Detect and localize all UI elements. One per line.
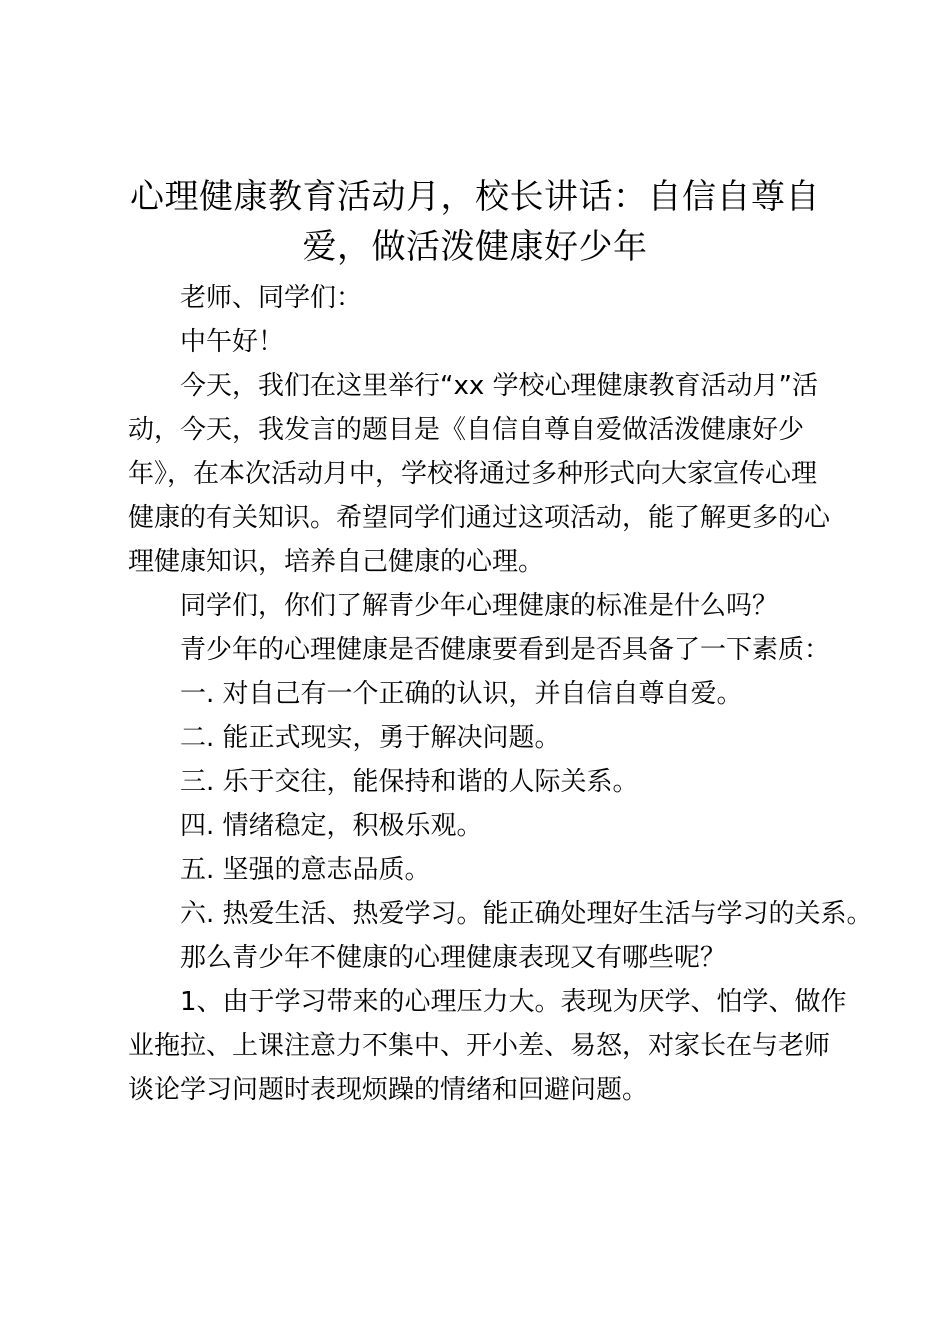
title-line-2: 爱，做活泼健康好少年 [302,227,648,267]
paragraph-hello [128,320,848,364]
paragraph-line: 1、由于学习带来的心理压力大。表现为厌学、怕学、做作 [180,987,847,1017]
paragraph-line: 健康的有关知识。希望同学们通过这项活动，能了解更多的心 [128,503,831,533]
paragraph-line: 四. 情绪稳定，积极乐观。 [180,811,483,841]
paragraph-line: 五. 坚强的意志品质。 [180,855,431,885]
list-item-1 [128,672,848,716]
paragraph-line: 理健康知识，培养自己健康的心理。 [128,547,545,577]
paragraph-line: 一. 对自己有一个正确的认识，并自信自尊自爱。 [180,679,743,709]
paragraph-line: 青少年的心理健康是否健康要看到是否具备了一下素质： [180,635,831,665]
paragraph-line: 二. 能正式现实，勇于解决问题。 [180,723,561,753]
list-item-2 [128,716,848,760]
paragraph-line: 那么青少年不健康的心理健康表现又有哪些呢？ [180,943,727,973]
paragraph-line: 谈论学习问题时表现烦躁的情绪和回避问题。 [128,1075,649,1105]
list-item-4 [128,804,848,848]
paragraph-greeting [128,276,848,320]
paragraph-line: 中午好！ [180,327,285,357]
paragraph-unhealthy-question [128,936,848,980]
paragraph-question [128,584,848,628]
paragraph-criteria-intro [128,628,848,672]
paragraph-line: 六. 热爱生活、热爱学习。能正确处理好生活与学习的关系。 [180,899,873,929]
paragraph-line: 年》，在本次活动月中，学校将通过多种形式向大家宣传心理 [128,459,818,489]
paragraph-line: 老师、同学们： [180,283,363,313]
paragraph-line: 三. 乐于交往，能保持和谐的人际关系。 [180,767,639,797]
list-item-6 [128,892,873,936]
title-line-1: 心理健康教育活动月，校长讲话：自信自尊自 [130,177,820,217]
paragraph-line: 动，今天，我发言的题目是《自信自尊自爱做活泼健康好少 [128,415,805,445]
paragraph-line: 同学们，你们了解青少年心理健康的标准是什么吗？ [180,591,779,621]
paragraph-point-1 [128,980,848,1112]
paragraph-line: 今天，我们在这里举行“xx 学校心理健康教育活动月”活 [180,371,818,401]
list-item-3 [128,760,848,804]
document-body [128,276,873,1112]
paragraph-intro [128,364,848,584]
list-item-5 [128,848,848,892]
paragraph-line: 业拖拉、上课注意力不集中、开小差、易怒，对家长在与老师 [128,1031,831,1061]
document-title [110,172,840,272]
